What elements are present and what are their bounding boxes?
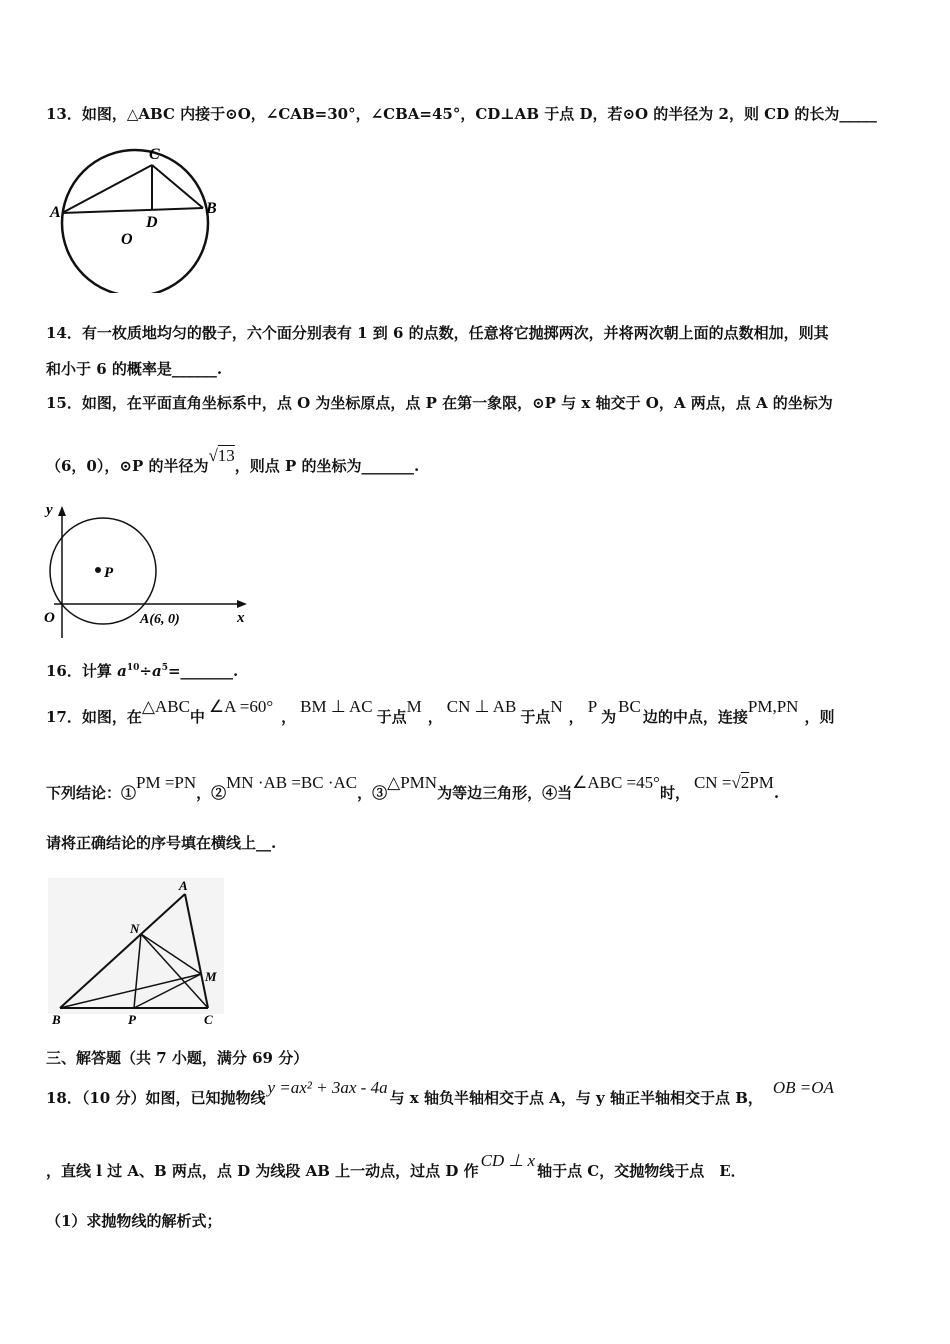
- label-o: O: [44, 610, 55, 626]
- q16: 16．计算 $a^{10}\div a^5=\_\_\_\_\_\_\_$.: [46, 662, 239, 680]
- q14-line2: 和小于 6 的概率是______.: [46, 360, 223, 378]
- label-b: B: [206, 200, 217, 217]
- q18-line1: 18．（10 分）如图，已知抛物线y =ax² + 3ax - 4a与 x 轴负半轴相交于点 A，与 y 轴正半轴相交于点 B，OB =OA: [46, 1078, 834, 1107]
- label-b: B: [52, 1012, 61, 1027]
- q13-text: 13．如图，△ABC 内接于⊙O，∠CAB=30°，∠CBA=45°，CD⊥AB 于点 D，若⊙O 的半径为 2，则 CD 的长为_____: [46, 105, 877, 123]
- q17-line2: 下列结论：①PM =PN，②MN ·AB =BC ·AC，③△PMN为等边三角形，④当∠ABC =45°时，CN =√2PM.: [46, 773, 780, 802]
- q17-cn-eq: CN =√2PM: [693, 773, 774, 792]
- label-m: M: [205, 969, 217, 984]
- x-axis-arrow: [237, 600, 247, 608]
- q15-line2-b: ，则点 P 的坐标为_______.: [234, 457, 420, 475]
- label-x: x: [237, 610, 245, 626]
- label-o: O: [121, 231, 133, 248]
- q18-line2: ，直线 l 过 A、B 两点，点 D 为线段 AB 上一动点，过点 D 作CD ⊥ x轴于点 C，交抛物线于点 E．: [46, 1151, 746, 1180]
- label-y: y: [46, 502, 53, 518]
- q13-figure: [48, 143, 228, 293]
- label-p: P: [104, 565, 114, 581]
- label-a: A: [179, 878, 188, 893]
- y-axis-arrow: [58, 506, 66, 516]
- label-d: D: [146, 214, 158, 231]
- point-p: [95, 567, 101, 573]
- label-p: P: [128, 1012, 136, 1027]
- segment-bc: [152, 165, 203, 208]
- q15-line2: [46, 446, 420, 476]
- q17-line1: 17．如图，在△ABC中∠A =60°，BM ⊥ AC于点M，CN ⊥ AB于点N，P为BC边的中点，连接PM,PN，则: [46, 697, 835, 726]
- section3-heading: 三、解答题（共 7 小题，满分 69 分）: [46, 1049, 309, 1067]
- q14-line1: 14．有一枚质地均匀的骰子，六个面分别表有 1 到 6 的点数，任意将它抛掷两次，并将两次朝上面的点数相加，则其: [46, 324, 829, 342]
- sqrt-13: √13: [208, 446, 235, 465]
- segment-ac: [62, 165, 152, 213]
- q17-figure: [46, 876, 226, 1028]
- q17-line3: 请将正确结论的序号填在横线上__.: [46, 834, 277, 852]
- q15-line1: 15．如图，在平面直角坐标系中，点 O 为坐标原点，点 P 在第一象限，⊙P 与 x 轴交于 O，A 两点，点 A 的坐标为: [46, 394, 833, 412]
- q15-figure: [40, 498, 260, 643]
- label-a: A(6, 0): [140, 612, 180, 627]
- circle-o: [62, 150, 208, 293]
- label-a: A: [50, 204, 61, 221]
- label-n: N: [130, 921, 140, 936]
- segment-ab: [62, 208, 203, 213]
- q18-sub1: （1）求抛物线的解析式；: [46, 1212, 222, 1230]
- circle-p: [50, 518, 156, 624]
- q15-line2-a: （6，0），⊙P 的半径为: [46, 457, 209, 475]
- label-c: C: [204, 1012, 213, 1027]
- label-c: C: [149, 146, 160, 163]
